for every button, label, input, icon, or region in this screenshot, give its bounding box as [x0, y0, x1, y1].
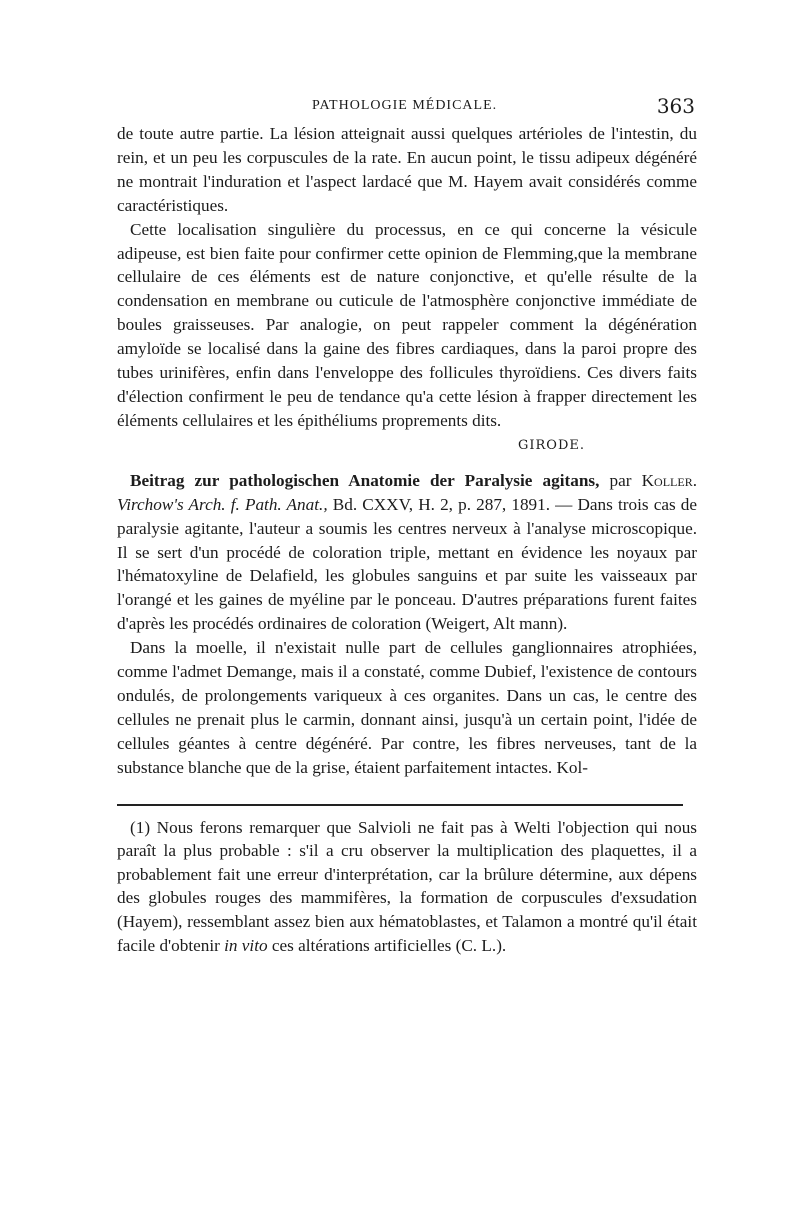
- page: [117, 96, 697, 957]
- footnote-after: ces altérations artificielles (C. L.).: [271, 935, 507, 955]
- footnote-divider: [117, 804, 683, 806]
- citation-text: Bd. CXXV, H. 2, p. 287, 1891. — Dans trois cas de paralysie agitante, l'auteur a soumis les centres nerveux à l'analyse microscopique. Il se sert d'un procédé de coloration triple, mettant en évidence les noyaux par l'hématoxyline de Delafield, les globules sanguins et par suite les vaisseaux par l'orangé et les gaines de myéline par le ponceau. D'autres préparations furent faites d'après les procédés ordinaires de coloration (Weigert, Alt mann).: [117, 494, 698, 634]
- page-number: 363: [656, 94, 695, 118]
- paragraph-moelle: Dans la moelle, il n'existait nulle part de cellules ganglionnaires atrophiées, comme l'admet Demange, mais il a constaté, comme Dubief, l'existence de contours ondulés, de prolongements variqueux à ces organites. Dans un cas, le centre des cellules ne prenait plus le carmin, donnant ainsi, jusqu'à un certain point, l'idée de cellules géantes à centre dégénéré. Par contre, les fibres nerveuses, tant de la substance blanche que de la grise, étaient parfaitement intactes. Kol-: [117, 638, 697, 777]
- paragraph-localisation: Cette localisation singulière du processus, en ce qui concerne la vésicule adipeuse, est bien faite pour confirmer cette opinion de Flemming,que la membrane cellulaire de ces éléments est de nature conjonctive, et qu'elle résulte de la condensation en membrane ou cuticule de l'atmosphère conjonctive immédiate de boules graisseuses. Par analogie, on peut rappeler comment la dégénération amyloïde se localisé dans la gaine des fibres cardiaques, dans la paroi propre des tubes urinifères, enfin dans l'enveloppe des follicules thyroïdiens. Ces divers faits d'élection confirment le peu de tendance qu'a cette lésion à frapper directement les éléments cellulaires et les épithéliums proprements dits.: [117, 219, 697, 430]
- article-author: Koller.: [641, 470, 698, 490]
- paragraph-continuation: de toute autre partie. La lésion atteignait aussi quelques artérioles de l'intestin, du rein, et un peu les corpuscules de la rate. En aucun point, le tissu adipeux dégénéré ne montrait l'induration et l'aspect lardacé que M. Hayem avait considérés comme caractéristiques.: [117, 124, 697, 215]
- page-header: [117, 96, 697, 122]
- footnote-italic: in vito: [224, 935, 268, 955]
- article-citation: [117, 469, 697, 636]
- journal-name: Virchow's Arch. f. Path. Anat.,: [117, 494, 328, 514]
- article-title: Beitrag zur pathologischen Anatomie der Paralysie agitans,: [130, 470, 600, 490]
- footnote-before: (1) Nous ferons remarquer que Salvioli ne fait pas à Welti l'objection qui nous paraît la plus probable : s'il a cru observer la multiplication des plaquettes, il a probablement fait une erreur d'interprétation, car la brûlure détermine, aux dépens des globules rouges des mammifères, la formation de corpuscules d'exsudation (Hayem), ressemblant assez bien aux hématoblastes, et Talamon a montré qu'il était facile d'obtenir: [117, 817, 697, 955]
- running-title: PATHOLOGIE MÉDICALE.: [312, 98, 498, 113]
- signature: GIRODE.: [517, 437, 585, 453]
- footnote: [117, 816, 697, 958]
- footnote-text: [117, 816, 697, 958]
- article-par: par: [609, 470, 632, 490]
